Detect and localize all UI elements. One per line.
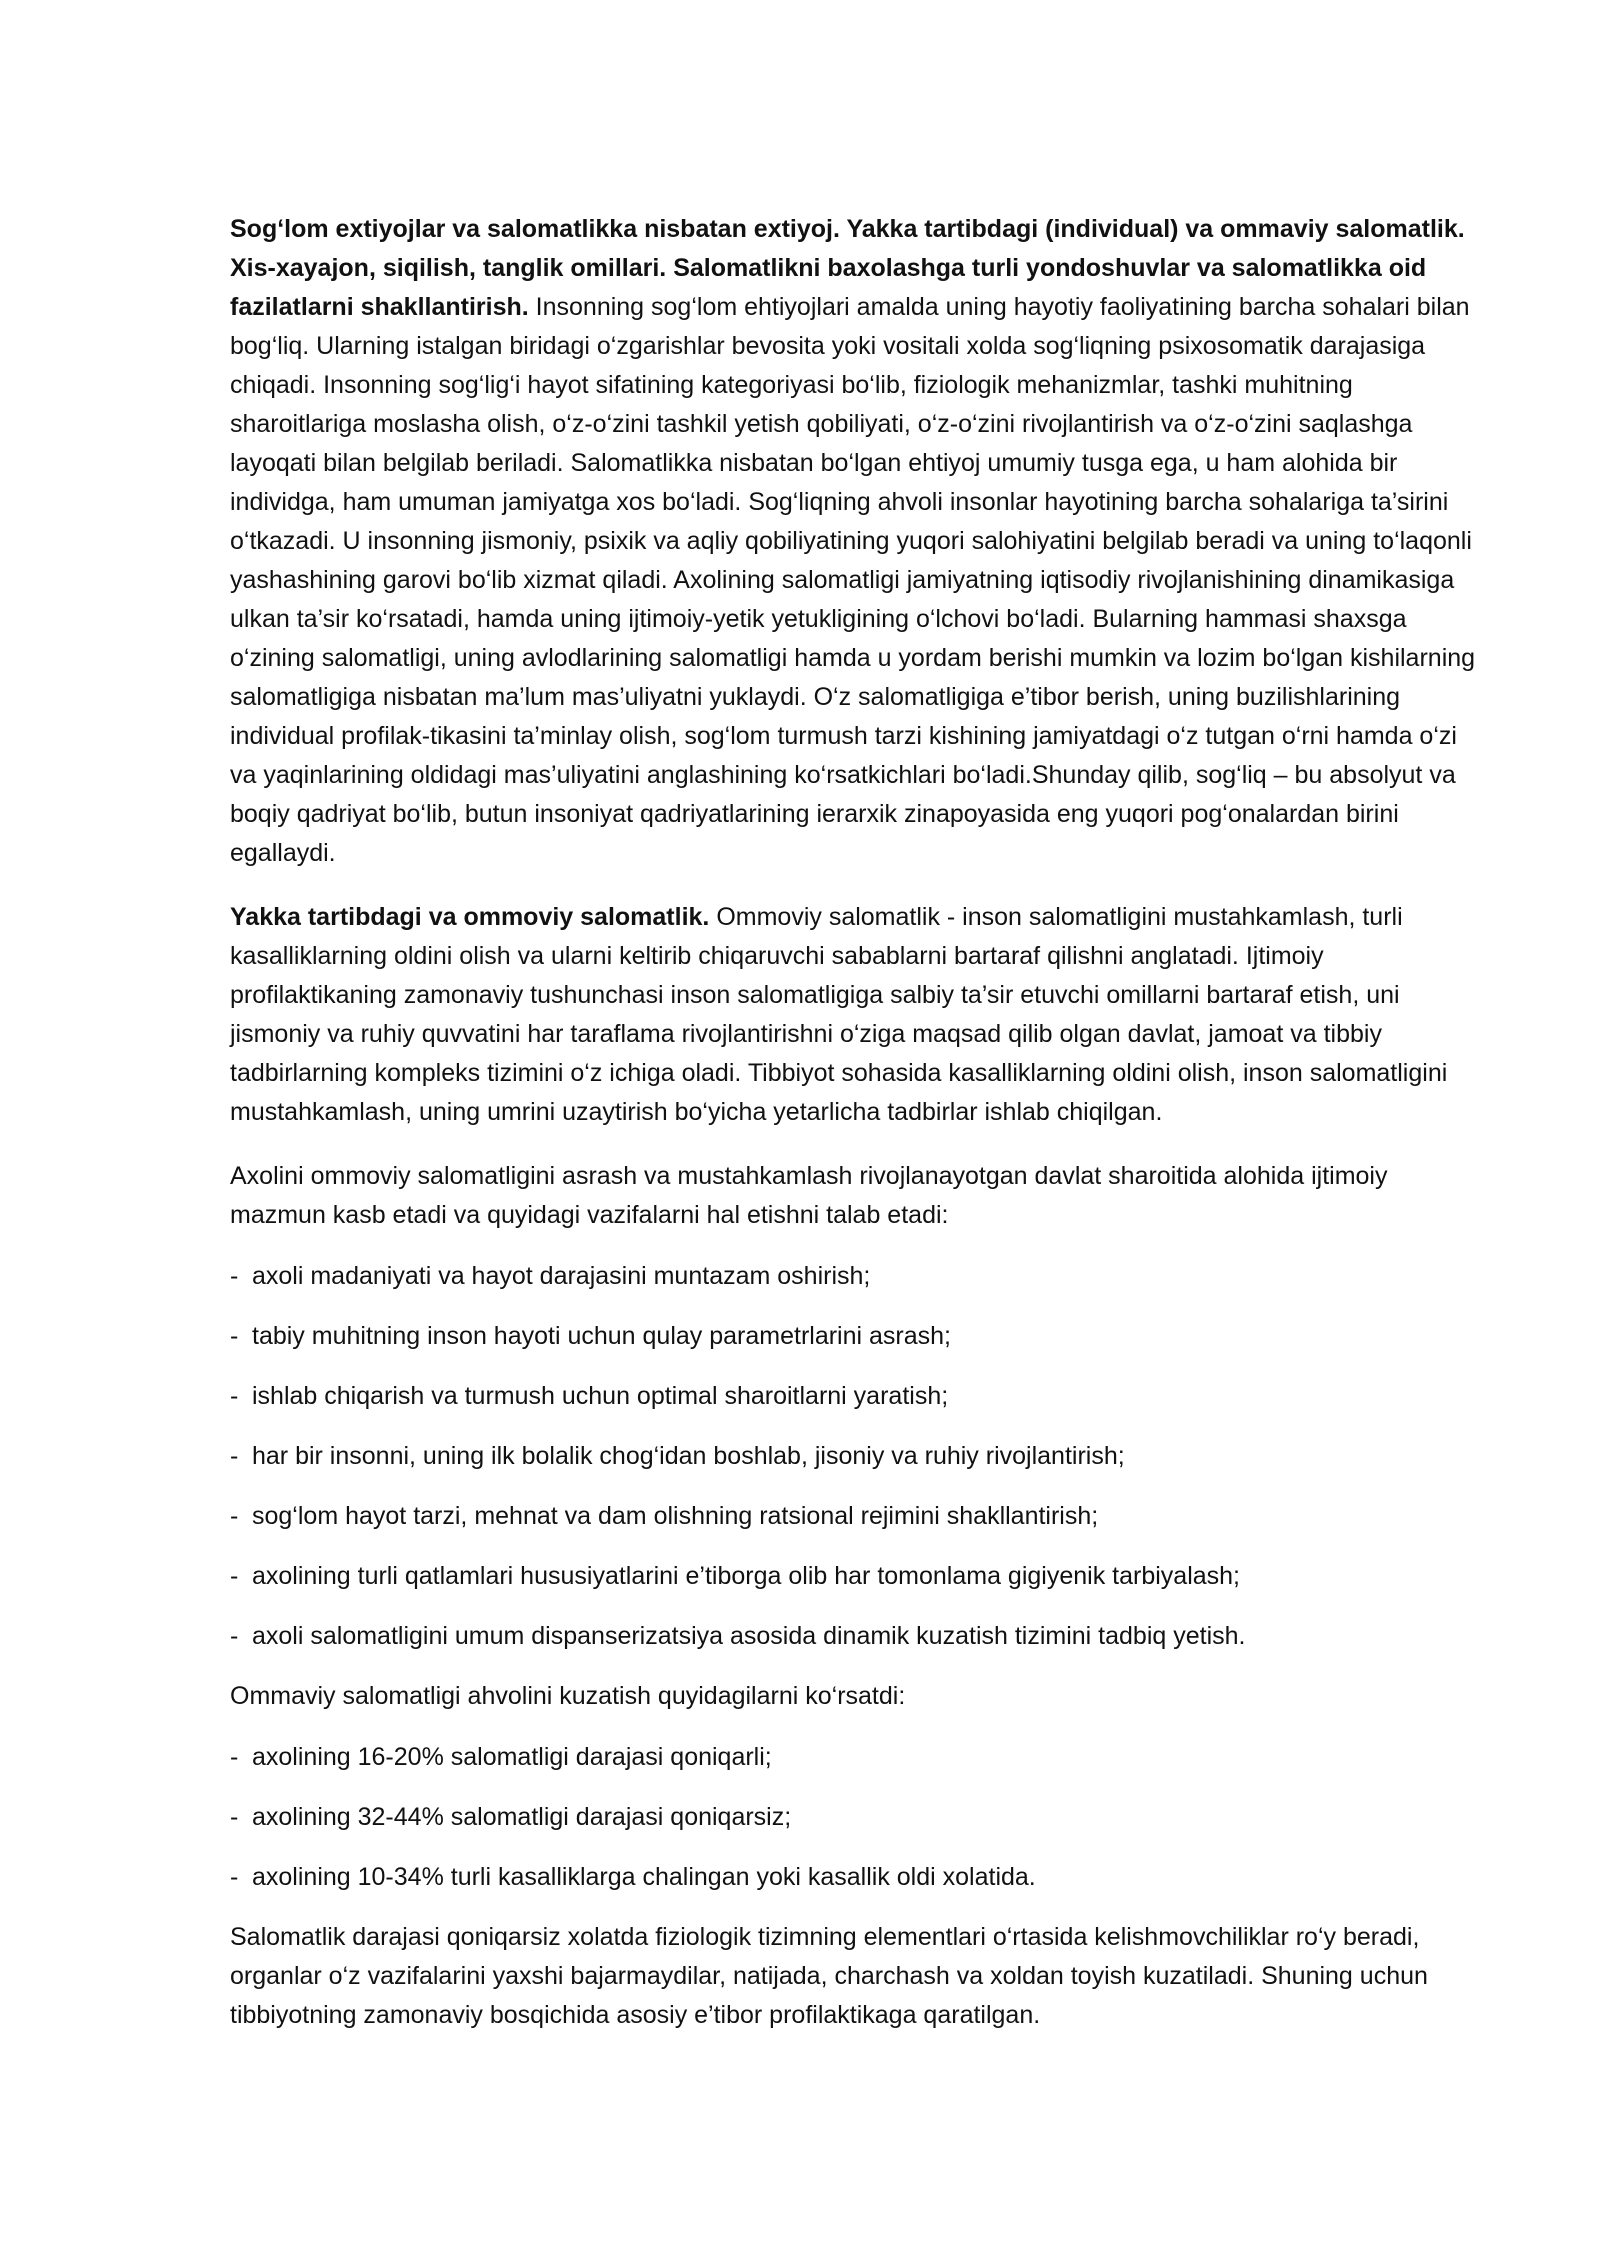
list-item-text: ishlab chiqarish va turmush uchun optimal sharoitlarni yaratish; xyxy=(252,1382,949,1410)
paragraph-health-needs xyxy=(230,210,1485,873)
list-item-text: axolining 16-20% salomatligi darajasi qoniqarli; xyxy=(252,1743,772,1771)
list-item xyxy=(230,1798,1485,1837)
list-dash: - xyxy=(230,1622,239,1650)
paragraph-tasks-intro: Axolini ommoviy salomatligini asrash va mustahkamlash rivojlanayotgan davlat sharoitida alohida ijtimoiy mazmun kasb etadi va quyidagi vazifalarni hal etishni talab etadi: xyxy=(230,1162,1388,1229)
list-dash: - xyxy=(230,1863,239,1891)
section-heading-health-needs: Sog‘lom extiyojlar va salomatlikka nisbatan extiyoj. Yakka tartibdagi (individual) va ommaviy salomatlik. Xis-xayajon, siqilish, tanglik omillari. Salomatlikni baxolashga turli yondoshuvlar va salomatlikka oid fazilatlarni shakllantirish. xyxy=(230,215,1465,321)
list-item-text: har bir insonni, uning ilk bolalik chog‘idan boshlab, jisoniy va ruhiy rivojlantirish; xyxy=(252,1442,1125,1470)
list-dash: - xyxy=(230,1442,239,1470)
list-item xyxy=(230,1738,1485,1777)
list-dash: - xyxy=(230,1562,239,1590)
paragraph-individual-public-health-text: Ommoviy salomatlik - inson salomatligini mustahkamlash, turli kasalliklarning oldini olish va ularni keltirib chiqaruvchi sabablarni bartaraf qilishni anglatadi. Ijtimoiy profilaktikaning zamonaviy tushunchasi inson salomatligiga salbiy ta’sir etuvchi omillarni bartaraf etish, uni jismoniy va ruhiy quvvatini har taraflama rivojlantirishni o‘ziga maqsad qilib olgan davlat, jamoat va tibbiy tadbirlarning kompleks tizimini o‘z ichiga oladi. Tibbiyot sohasida kasalliklarning oldini olish, inson salomatligini mustahkamlash, uning umrini uzaytirish bo‘yicha yetarlicha tadbirlar ishlab chiqilgan. xyxy=(230,903,1448,1126)
list-item-text: axoli madaniyati va hayot darajasini muntazam oshirish; xyxy=(252,1262,871,1290)
list-item-text: axolining turli qatlamlari hususiyatlarini e’tiborga olib har tomonlama gigiyenik tarbiyalash; xyxy=(252,1562,1241,1590)
list-item xyxy=(230,1497,1485,1536)
paragraph-individual-public-health xyxy=(230,898,1485,1132)
list-item-text: axolining 10-34% turli kasalliklarga chalingan yoki kasallik oldi xolatida. xyxy=(252,1863,1036,1891)
tasks-list xyxy=(230,1257,1485,1656)
list-item-text: sog‘lom hayot tarzi, mehnat va dam olishning ratsional rejimini shakllantirish; xyxy=(252,1502,1099,1530)
list-item xyxy=(230,1317,1485,1356)
list-item-text: axolining 32-44% salomatligi darajasi qoniqarsiz; xyxy=(252,1803,792,1831)
list-dash: - xyxy=(230,1502,239,1530)
list-dash: - xyxy=(230,1262,239,1290)
findings-list xyxy=(230,1738,1485,1897)
list-dash: - xyxy=(230,1382,239,1410)
list-item xyxy=(230,1557,1485,1596)
list-item xyxy=(230,1617,1485,1656)
list-dash: - xyxy=(230,1743,239,1771)
paragraph-conclusion: Salomatlik darajasi qoniqarsiz xolatda fiziologik tizimning elementlari o‘rtasida kelishmovchiliklar ro‘y beradi, organlar o‘z vazifalarini yaxshi bajarmaydilar, natijada, charchash va xoldan toyish kuzatiladi. Shuning uchun tibbiyotning zamonaviy bosqichida asosiy e’tibor profilaktikaga qaratilgan. xyxy=(230,1923,1428,2029)
list-dash: - xyxy=(230,1803,239,1831)
list-item xyxy=(230,1257,1485,1296)
list-item xyxy=(230,1858,1485,1897)
list-item xyxy=(230,1437,1485,1476)
list-dash: - xyxy=(230,1322,239,1350)
paragraph-health-needs-text: Insonning sog‘lom ehtiyojlari amalda uning hayotiy faoliyatining barcha sohalari bilan bog‘liq. Ularning istalgan biridagi o‘zgarishlar bevosita yoki vositali xolda sog‘liqning psixosomatik darajasiga chiqadi. Insonning sog‘lig‘i hayot sifatining kategoriyasi bo‘lib, fiziologik mehanizmlar, tashki muhitning sharoitlariga moslasha olish, o‘z-o‘zini tashkil yetish qobiliyati, o‘z-o‘zini rivojlantirish va o‘z-o‘zini saqlashga layoqati bilan belgilab beriladi. Salomatlikka nisbatan bo‘lgan ehtiyoj umumiy tusga ega, u ham alohida bir individga, ham umuman jamiyatga xos bo‘ladi. Sog‘liqning ahvoli insonlar hayotining barcha sohalariga ta’sirini o‘tkazadi. U insonning jismoniy, psixik va aqliy qobiliyatining yuqori salohiyatini belgilab beradi va uning to‘laqonli yashashining garovi bo‘lib xizmat qiladi. Axolining salomatligi jamiyatning iqtisodiy rivojlanishining dinamikasiga ulkan ta’sir ko‘rsatadi, hamda uning ijtimoiy-yetik yetukligining o‘lchovi bo‘ladi. Bularning hammasi shaxsga o‘zining salomatligi, uning avlodlarining salomatligi hamda u yordam berishi mumkin va lozim bo‘lgan kishilarning salomatligiga nisbatan ma’lum mas’uliyatni yuklaydi. O‘z salomatligiga e’tibor berish, uning buzilishlarining individual profilak-tikasini ta’minlay olish, sog‘lom turmush tarzi kishining jamiyatdagi o‘z tutgan o‘rni hamda o‘zi va yaqinlarining oldidagi mas’uliyatini anglashining ko‘rsatkichlari bo‘ladi.Shunday qilib, sog‘liq – bu absolyut va boqiy qadriyat bo‘lib, butun insoniyat qadriyatlarining ierarxik zinapoyasida eng yuqori pog‘onalardan birini egallaydi. xyxy=(230,293,1476,867)
list-item xyxy=(230,1377,1485,1416)
document-page xyxy=(230,210,1485,2060)
paragraph-monitoring-intro: Ommaviy salomatligi ahvolini kuzatish quyidagilarni ko‘rsatdi: xyxy=(230,1682,906,1710)
list-item-text: tabiy muhitning inson hayoti uchun qulay parametrlarini asrash; xyxy=(252,1322,951,1350)
list-item-text: axoli salomatligini umum dispanserizatsiya asosida dinamik kuzatish tizimini tadbiq yetish. xyxy=(252,1622,1246,1650)
section-heading-individual-public-health: Yakka tartibdagi va ommoviy salomatlik. xyxy=(230,903,710,931)
